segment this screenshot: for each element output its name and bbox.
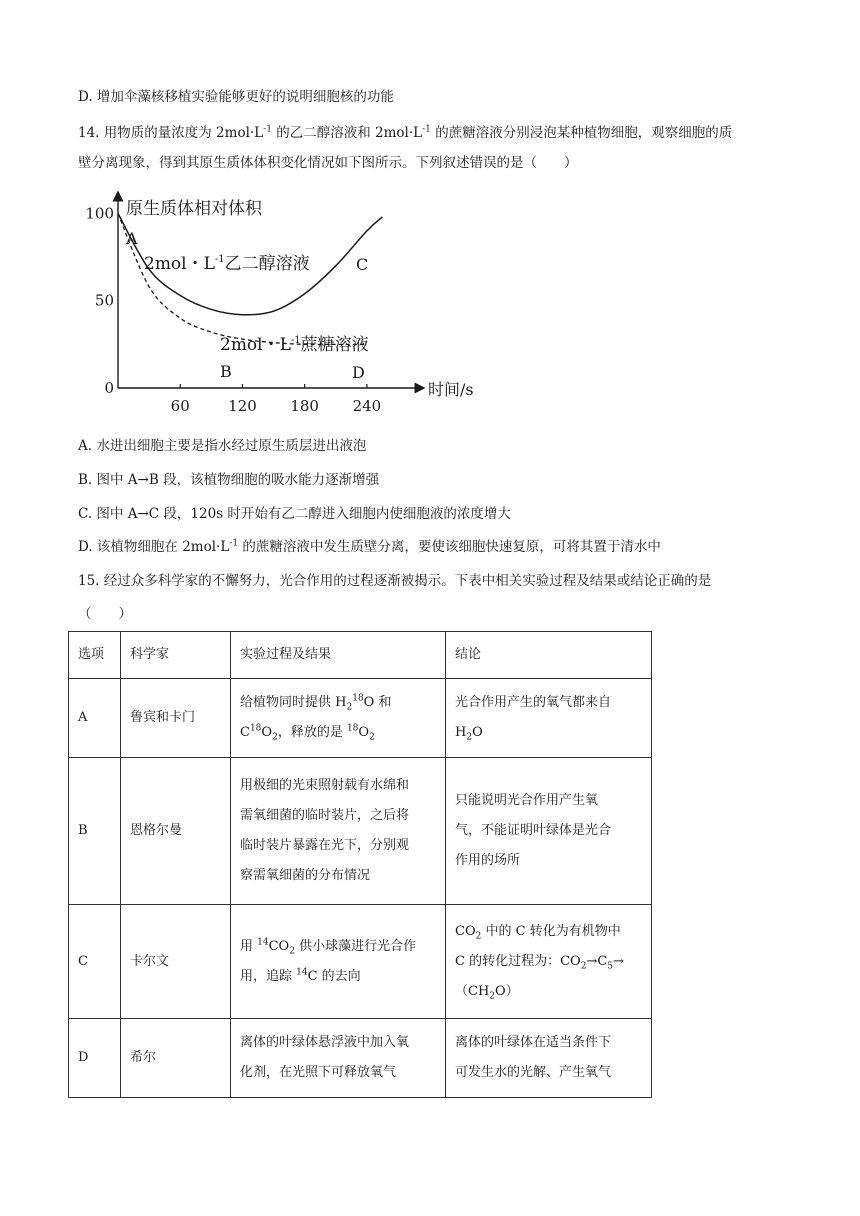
row-conclusion: 光合作用产生的氧气都来自 $H_2O$ bbox=[446, 679, 652, 758]
point-label-b: B bbox=[220, 362, 232, 381]
row-option: D bbox=[69, 1019, 121, 1098]
q14-option-d: D. 该植物细胞在 $2mol\cdot L^{-1}$ 的蔗糖溶液中发生质壁分离，要使该细胞快速复原，可将其置于清水中 bbox=[78, 538, 661, 555]
row-conclusion: 离体的叶绿体在适当条件下 可发生水的光解、产生氧气 bbox=[446, 1019, 652, 1098]
table-header-row bbox=[69, 632, 652, 679]
y-axis-label: 原生质体相对体积 bbox=[126, 199, 262, 219]
row-scientist: 恩格尔曼 bbox=[121, 758, 231, 905]
row-process: 用极细的光束照射载有水绵和 需氧细菌的临时装片，之后将 临时装片暴露在光下，分别观 察需氧细菌的分布情况 bbox=[231, 758, 446, 905]
q15-stem-line1: 15. 经过众多科学家的不懈努力，光合作用的过程逐渐被揭示。下表中相关实验过程及结果或结论正确的是 bbox=[78, 573, 712, 589]
x-tick-label-60: 60 bbox=[170, 397, 190, 415]
header-conclusion: 结论 bbox=[446, 632, 652, 679]
row-process: 用 $^{14}CO_2$ 供小球藻进行光合作 用，追踪 $^{14}$C 的去向 bbox=[231, 905, 446, 1019]
q13-option-d: D. 增加伞藻核移植实验能够更好的说明细胞核的功能 bbox=[78, 89, 394, 105]
header-process: 实验过程及结果 bbox=[231, 632, 446, 679]
row-process: 给植物同时提供 $H_2^{18}O$ 和 $C^{18}O_2$，释放的是 $^{18}O_2$ bbox=[231, 679, 446, 758]
x-tick-label-120: 120 bbox=[228, 397, 257, 415]
table-row bbox=[69, 905, 652, 1019]
row-scientist: 鲁宾和卡门 bbox=[121, 679, 231, 758]
sucrose-series-label: 2mol・$L^{-1}$蔗糖溶液 bbox=[220, 335, 369, 355]
q14-stem-line1: 14. 用物质的量浓度为 $2mol\cdot L^{-1}$ 的乙二醇溶液和 $2mol\cdot L^{-1}$ 的蔗糖溶液分别浸泡某种植物细胞，观察细胞的质 bbox=[78, 124, 733, 141]
table-row bbox=[69, 758, 652, 905]
row-option: C bbox=[69, 905, 121, 1019]
table-row bbox=[69, 1019, 652, 1098]
row-conclusion: $CO_2$ 中的 C 转化为有机物中 C 的转化过程为：$CO_2\to C_5\to$ $(CH_2O)$ bbox=[446, 905, 652, 1019]
q14-option-a: A. 水进出细胞主要是指水经过原生质层进出液泡 bbox=[78, 438, 367, 454]
row-scientist: 卡尔文 bbox=[121, 905, 231, 1019]
row-option: A bbox=[69, 679, 121, 758]
sucrose-curve bbox=[118, 213, 367, 344]
y-tick-label-100: 100 bbox=[85, 204, 114, 223]
row-conclusion: 只能说明光合作用产生氧 气，不能证明叶绿体是光合 作用的场所 bbox=[446, 758, 652, 905]
header-scientist: 科学家 bbox=[121, 632, 231, 679]
point-label-a: A bbox=[126, 229, 138, 248]
y-tick-label-50: 50 bbox=[94, 291, 114, 310]
point-label-d: D bbox=[352, 363, 365, 382]
x-axis-label: 时间/s bbox=[428, 380, 474, 399]
x-tick-label-180: 180 bbox=[290, 397, 319, 415]
q14-option-c: C. 图中 A→C 段，120s 时开始有乙二醇进入细胞内使细胞液的浓度增大 bbox=[78, 506, 511, 522]
ethylene-glycol-series-label: 2mol・$L^{-1}$乙二醇溶液 bbox=[144, 254, 310, 274]
header-option: 选项 bbox=[69, 632, 121, 679]
protoplast-volume-chart bbox=[84, 186, 504, 416]
x-tick-label-240: 240 bbox=[352, 397, 382, 415]
row-scientist: 希尔 bbox=[121, 1019, 231, 1098]
row-option: B bbox=[69, 758, 121, 905]
point-label-c: C bbox=[356, 255, 369, 274]
q15-table bbox=[68, 631, 652, 1098]
q14-stem-line2: 壁分离现象，得到其原生质体体积变化情况如下图所示。下列叙述错误的是（ ） bbox=[78, 155, 578, 171]
table-row bbox=[69, 679, 652, 758]
q15-stem-line2: （ ） bbox=[78, 606, 132, 622]
q14-option-b: B. 图中 A→B 段，该植物细胞的吸水能力逐渐增强 bbox=[78, 472, 380, 488]
row-process: 离体的叶绿体悬浮液中加入氧 化剂，在光照下可释放氧气 bbox=[231, 1019, 446, 1098]
y-tick-label-0: 0 bbox=[104, 379, 114, 397]
